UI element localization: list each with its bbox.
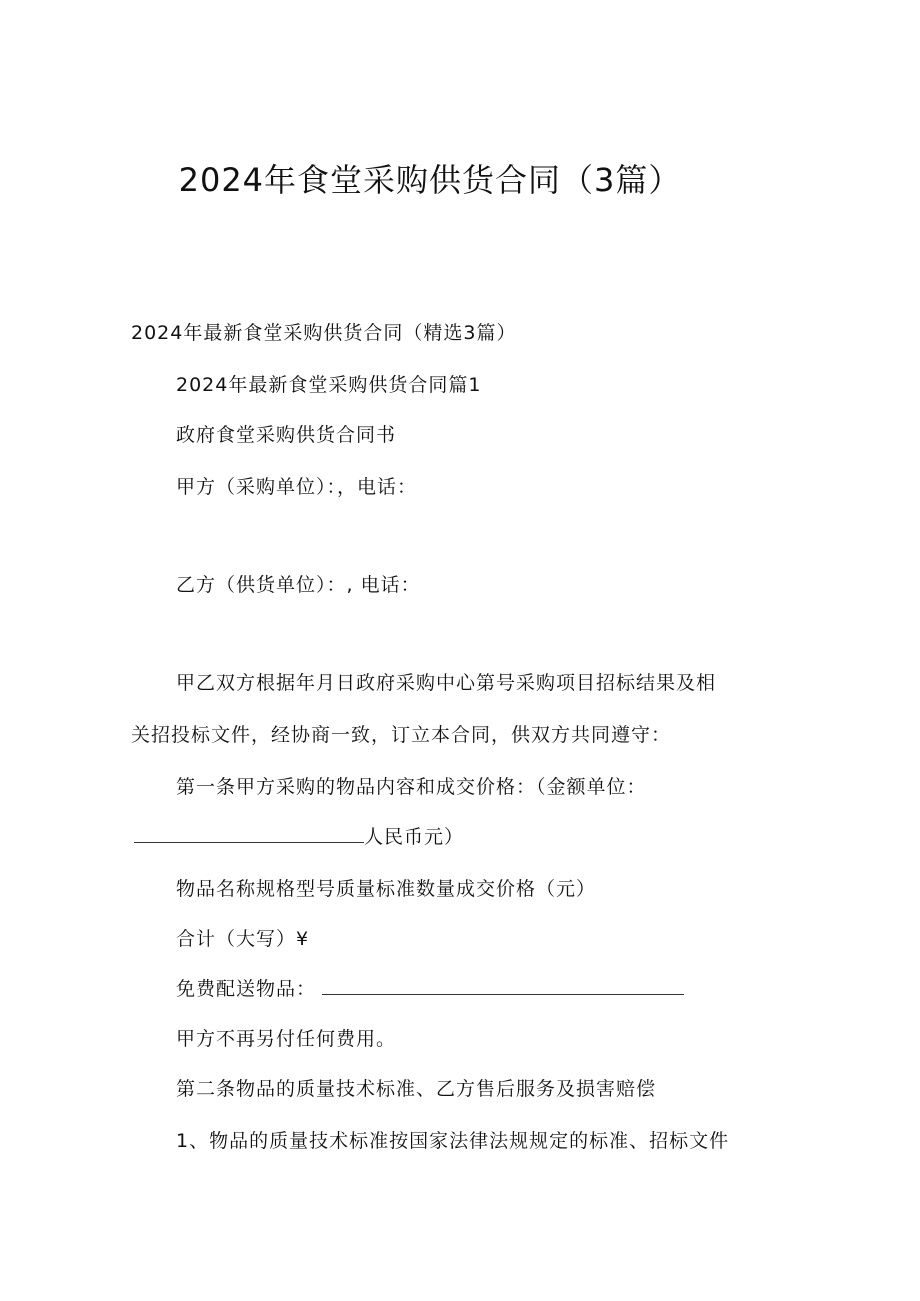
no-extra-fee-line: 甲方不再另付任何费用。: [176, 1028, 397, 1050]
goods-table-header: 物品名称规格型号质量标准数量成交价格（元）: [176, 878, 597, 900]
free-delivery-line: [176, 974, 684, 1001]
intro-paragraph-line-2: 关招投标文件，经协商一致，订立本合同，供双方共同遵守：: [131, 724, 672, 746]
currency-blank-underline: [134, 822, 364, 843]
document-title: 2024年食堂采购供货合同（3篇）: [178, 161, 682, 199]
document-subtitle: 2024年最新食堂采购供货合同（精选3篇）: [131, 322, 517, 344]
article-heading: 2024年最新食堂采购供货合同篇1: [176, 374, 482, 396]
clause-2-item-1: 1、物品的质量技术标准按国家法律法规规定的标准、招标文件: [176, 1130, 730, 1152]
free-delivery-label: 免费配送物品：: [176, 978, 317, 1000]
party-b-line: 乙方（供货单位）：, 电话：: [176, 574, 421, 596]
currency-unit-line: [134, 822, 464, 849]
intro-paragraph-line-1: 甲乙双方根据年月日政府采购中心第号采购项目招标结果及相: [176, 672, 717, 694]
currency-suffix: 人民币元）: [364, 826, 465, 848]
contract-name: 政府食堂采购供货合同书: [176, 424, 397, 446]
clause-2-heading: 第二条物品的质量技术标准、乙方售后服务及损害赔偿: [176, 1078, 657, 1100]
total-amount-line: 合计（大写）¥: [176, 928, 310, 950]
free-delivery-blank-underline: [322, 974, 684, 995]
party-a-line: 甲方（采购单位）：，电话：: [176, 476, 418, 498]
clause-1-heading: 第一条甲方采购的物品内容和成交价格：（金额单位：: [176, 776, 647, 798]
